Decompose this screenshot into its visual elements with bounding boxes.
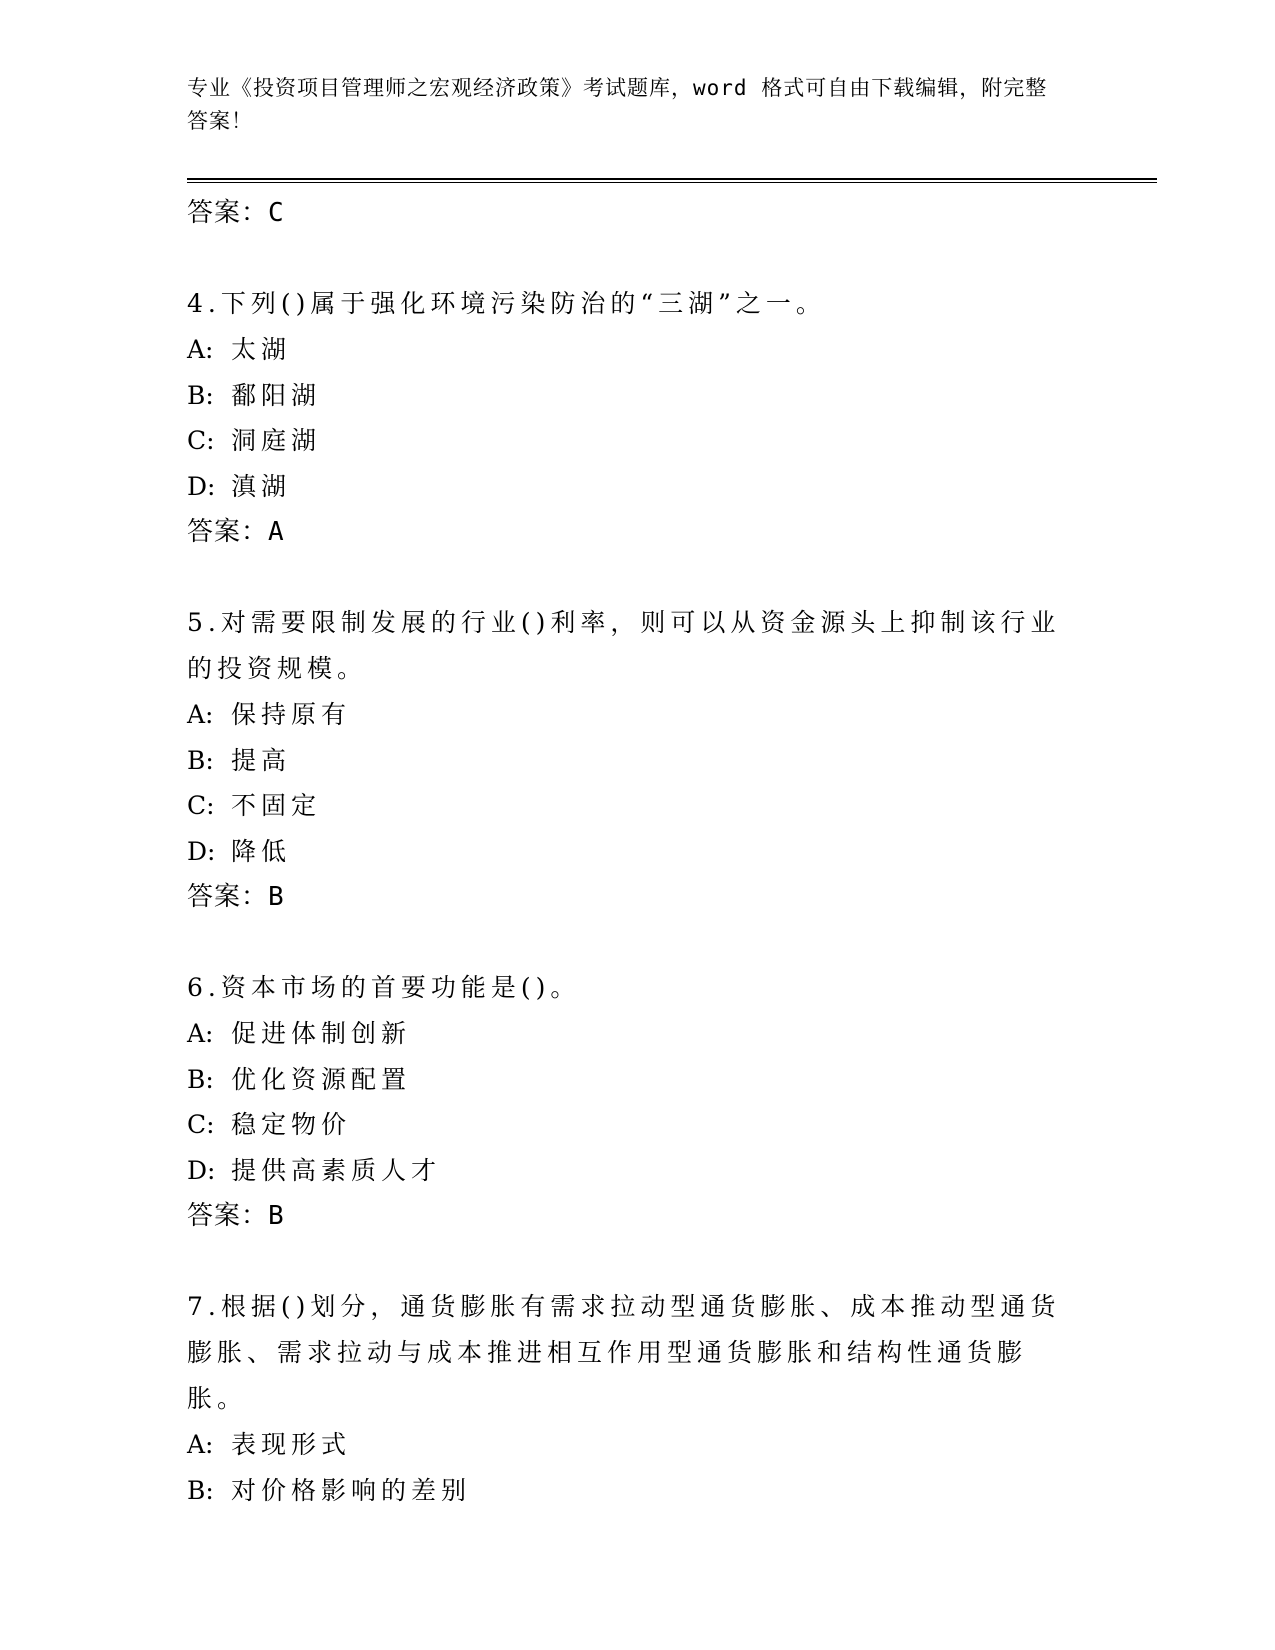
option-letter: B: [187,745,214,775]
option-text: 滇湖 [231,471,292,501]
option-letter: A: [187,335,214,364]
option-text: 保持原有 [231,700,352,729]
document-header: 专业《投资项目管理师之宏观经济政策》考试题库，word 格式可自由下载编辑，附完整答案！ [187,76,1048,133]
option-letter: C: [187,791,215,820]
option-b [187,1468,1067,1514]
option-letter: A: [187,1019,214,1048]
option-a [187,327,1067,373]
option-text: 优化资源配置 [231,1064,412,1094]
answer-line [187,874,1067,919]
question-stem: 4.下列()属于强化环境污染防治的“三湖”之一。 [187,289,826,318]
question-block [187,281,1067,554]
answer-value: C [268,198,285,228]
option-text: 促进体制创新 [231,1019,412,1048]
option-text: 降低 [231,836,292,866]
question-stem: 7.根据()划分，通货膨胀有需求拉动型通货膨胀、成本推动型通货膨胀、需求拉动与成本推进相互作用型通货膨胀和结构性通货膨胀。 [187,1292,1061,1413]
answer-label: 答案： [187,516,269,546]
option-text: 对价格影响的差别 [231,1475,472,1505]
option-letter: D: [187,471,216,501]
option-text: 太湖 [231,335,292,364]
option-c [187,1102,1067,1148]
answer-label: 答案： [187,1200,269,1230]
answer-line [187,190,1067,235]
question-list [187,190,1067,1513]
option-text: 表现形式 [231,1430,352,1459]
option-letter: D: [187,836,216,866]
option-c [187,418,1067,464]
option-d [187,464,1067,510]
option-b [187,1057,1067,1103]
option-a [187,692,1067,738]
option-c [187,783,1067,829]
option-letter: B: [187,1475,214,1505]
question-stem: 5.对需要限制发展的行业()利率，则可以从资金源头上抑制该行业的投资规模。 [187,608,1061,683]
option-text: 洞庭湖 [231,426,322,455]
question-block [187,600,1067,919]
option-d [187,1148,1067,1194]
option-letter: A: [187,1430,214,1459]
option-text: 提高 [231,745,292,775]
answer-line [187,509,1067,554]
option-a [187,1011,1067,1057]
header-divider [187,178,1157,183]
question-stem: 6.资本市场的首要功能是()。 [187,973,581,1002]
answer-label: 答案： [187,197,269,227]
option-text: 稳定物价 [231,1110,352,1139]
option-letter: B: [187,380,214,410]
option-b [187,738,1067,784]
answer-value: A [268,517,285,547]
option-d [187,829,1067,875]
option-b [187,373,1067,419]
question-block [187,1284,1067,1513]
option-letter: A: [187,700,214,729]
option-letter: C: [187,426,215,455]
answer-line [187,1193,1067,1238]
answer-label: 答案： [187,881,269,911]
option-a [187,1422,1067,1468]
option-letter: B: [187,1064,214,1094]
answer-value: B [268,1201,285,1231]
option-text: 鄱阳湖 [231,380,322,410]
option-letter: D: [187,1155,216,1185]
question-block [187,965,1067,1238]
option-text: 不固定 [231,791,322,820]
answer-value: B [268,882,285,912]
option-text: 提供高素质人才 [231,1155,442,1185]
option-letter: C: [187,1110,215,1139]
